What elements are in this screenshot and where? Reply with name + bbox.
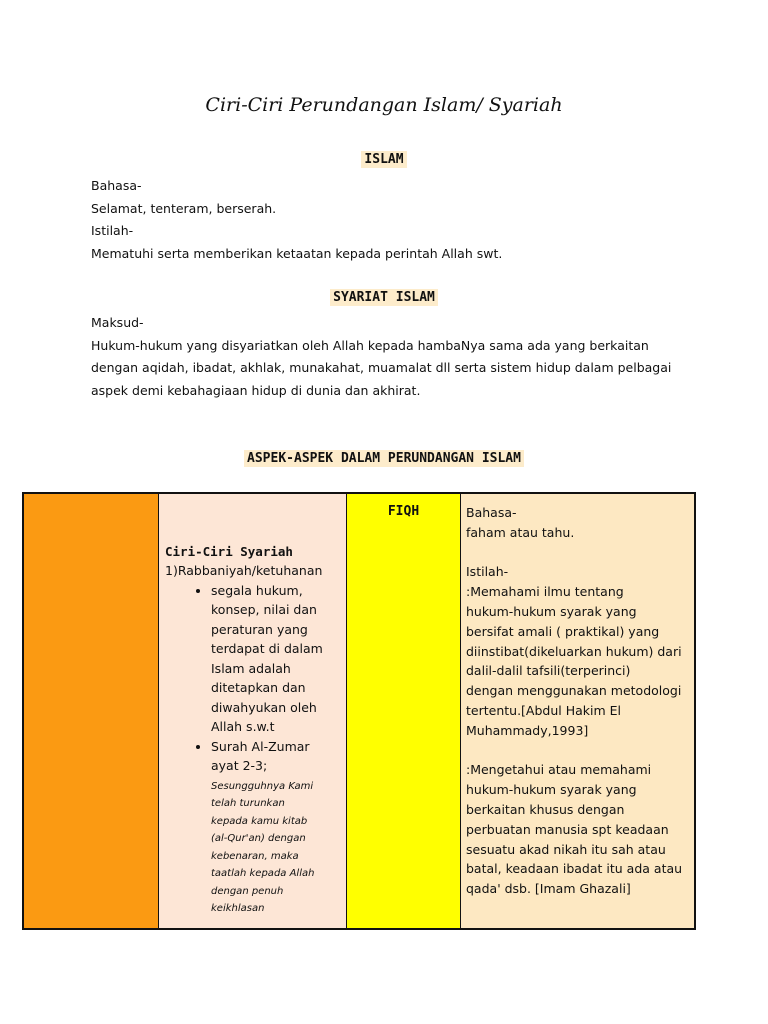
text-line: dengan aqidah, ibadat, akhlak, munakahat, muamalat dll serta sistem hidup dalam pelbagai bbox=[91, 360, 672, 375]
text-line: konsep, nilai dan bbox=[211, 602, 317, 617]
ciri-syariah-column bbox=[159, 494, 347, 928]
text-line: berkaitan khusus dengan bbox=[466, 801, 625, 817]
aspek-table bbox=[22, 492, 696, 930]
text-line: tertentu.[Abdul Hakim El bbox=[466, 702, 621, 718]
orange-column bbox=[24, 494, 159, 928]
fiqh-bahasa bbox=[466, 503, 694, 543]
text-line: dengan penuh bbox=[211, 885, 284, 897]
text-line: Mematuhi serta memberikan ketaatan kepada perintah Allah swt. bbox=[91, 245, 503, 261]
text-line: Muhammady,1993] bbox=[466, 722, 589, 738]
text-line: kebenaran, maka bbox=[211, 850, 299, 862]
text-line: diwahyukan oleh bbox=[211, 699, 317, 715]
islam-heading: ISLAM bbox=[0, 152, 768, 167]
text-line: terdapat di dalam bbox=[211, 641, 323, 656]
text-line: Selamat, tenteram, berserah. bbox=[91, 200, 277, 216]
text-line: • Surah Al-Zumar bbox=[211, 738, 310, 754]
fiqh-istilah bbox=[466, 562, 694, 740]
text-line: keikhlasan bbox=[211, 903, 265, 914]
text-line: Maksud- bbox=[91, 315, 144, 330]
text-line: Bahasa- bbox=[91, 178, 142, 193]
fiqh-label: FIQH bbox=[387, 504, 420, 519]
text-line: Istilah- bbox=[466, 564, 509, 580]
text-line: faham atau tahu. bbox=[466, 524, 575, 540]
text-line: sesuatu akad nikah itu sah atau bbox=[466, 841, 666, 857]
aspek-heading: ASPEK-ASPEK DALAM PERUNDANGAN ISLAM bbox=[0, 451, 768, 466]
ciri-bullets bbox=[165, 581, 346, 918]
text-line: Istilah- bbox=[91, 223, 134, 238]
rabbaniyah-item: 1)Rabbaniyah/ketuhanan bbox=[165, 563, 323, 578]
text-line: taatlah kepada Allah bbox=[211, 868, 315, 879]
text-line: qada' dsb. [Imam Ghazali] bbox=[466, 881, 631, 897]
text-line: kepada kamu kitab bbox=[211, 815, 308, 827]
text-line: Allah s.w.t bbox=[211, 719, 275, 734]
ciri-syariah-subtitle: Ciri-Ciri Syariah bbox=[165, 544, 293, 559]
text-line: dengan menggunakan metodologi bbox=[466, 683, 682, 699]
text-line: Sesungguhnya Kami bbox=[211, 780, 314, 792]
text-line: bersifat amali ( praktikal) yang bbox=[466, 623, 660, 639]
text-line: hukum-hukum syarak yang bbox=[466, 603, 637, 619]
islam-definition bbox=[91, 175, 691, 265]
text-line: Bahasa- bbox=[466, 505, 517, 520]
fiqh-definition-column bbox=[461, 494, 694, 928]
text-line: telah turunkan bbox=[211, 798, 285, 809]
text-line: :Mengetahui atau memahami bbox=[466, 762, 652, 778]
text-line: ayat 2-3; bbox=[211, 758, 268, 773]
syariat-definition bbox=[91, 312, 691, 402]
text-line: dalil-dalil tafsili(terperinci) bbox=[466, 663, 631, 679]
quran-quote bbox=[211, 778, 346, 918]
fiqh-imam-ghazali bbox=[466, 760, 694, 899]
text-line: ditetapkan dan bbox=[211, 680, 306, 695]
fiqh-column bbox=[347, 494, 461, 928]
text-line: :Memahami ilmu tentang bbox=[466, 584, 624, 600]
text-line: Islam adalah bbox=[211, 660, 291, 676]
bullet-surah bbox=[211, 737, 346, 918]
bullet-hukum bbox=[211, 581, 346, 737]
text-line: perbuatan manusia spt keadaan bbox=[466, 821, 669, 837]
text-line: Hukum-hukum yang disyariatkan oleh Allah kepada hambaNya sama ada yang berkaitan bbox=[91, 337, 649, 353]
text-line: (al-Qur'an) dengan bbox=[211, 833, 306, 844]
syariat-heading: SYARIAT ISLAM bbox=[0, 290, 768, 305]
text-line: hukum-hukum syarak yang bbox=[466, 782, 637, 798]
text-line: batal, keadaan ibadat itu ada atau bbox=[466, 861, 683, 877]
text-line: peraturan yang bbox=[211, 621, 308, 637]
text-line: diinstibat(dikeluarkan hukum) dari bbox=[466, 643, 682, 659]
text-line: aspek demi kebahagiaan hidup di dunia dan akhirat. bbox=[91, 382, 421, 398]
page-title: Ciri-Ciri Perundangan Islam/ Syariah bbox=[205, 94, 563, 116]
text-line: • segala hukum, bbox=[211, 582, 303, 598]
